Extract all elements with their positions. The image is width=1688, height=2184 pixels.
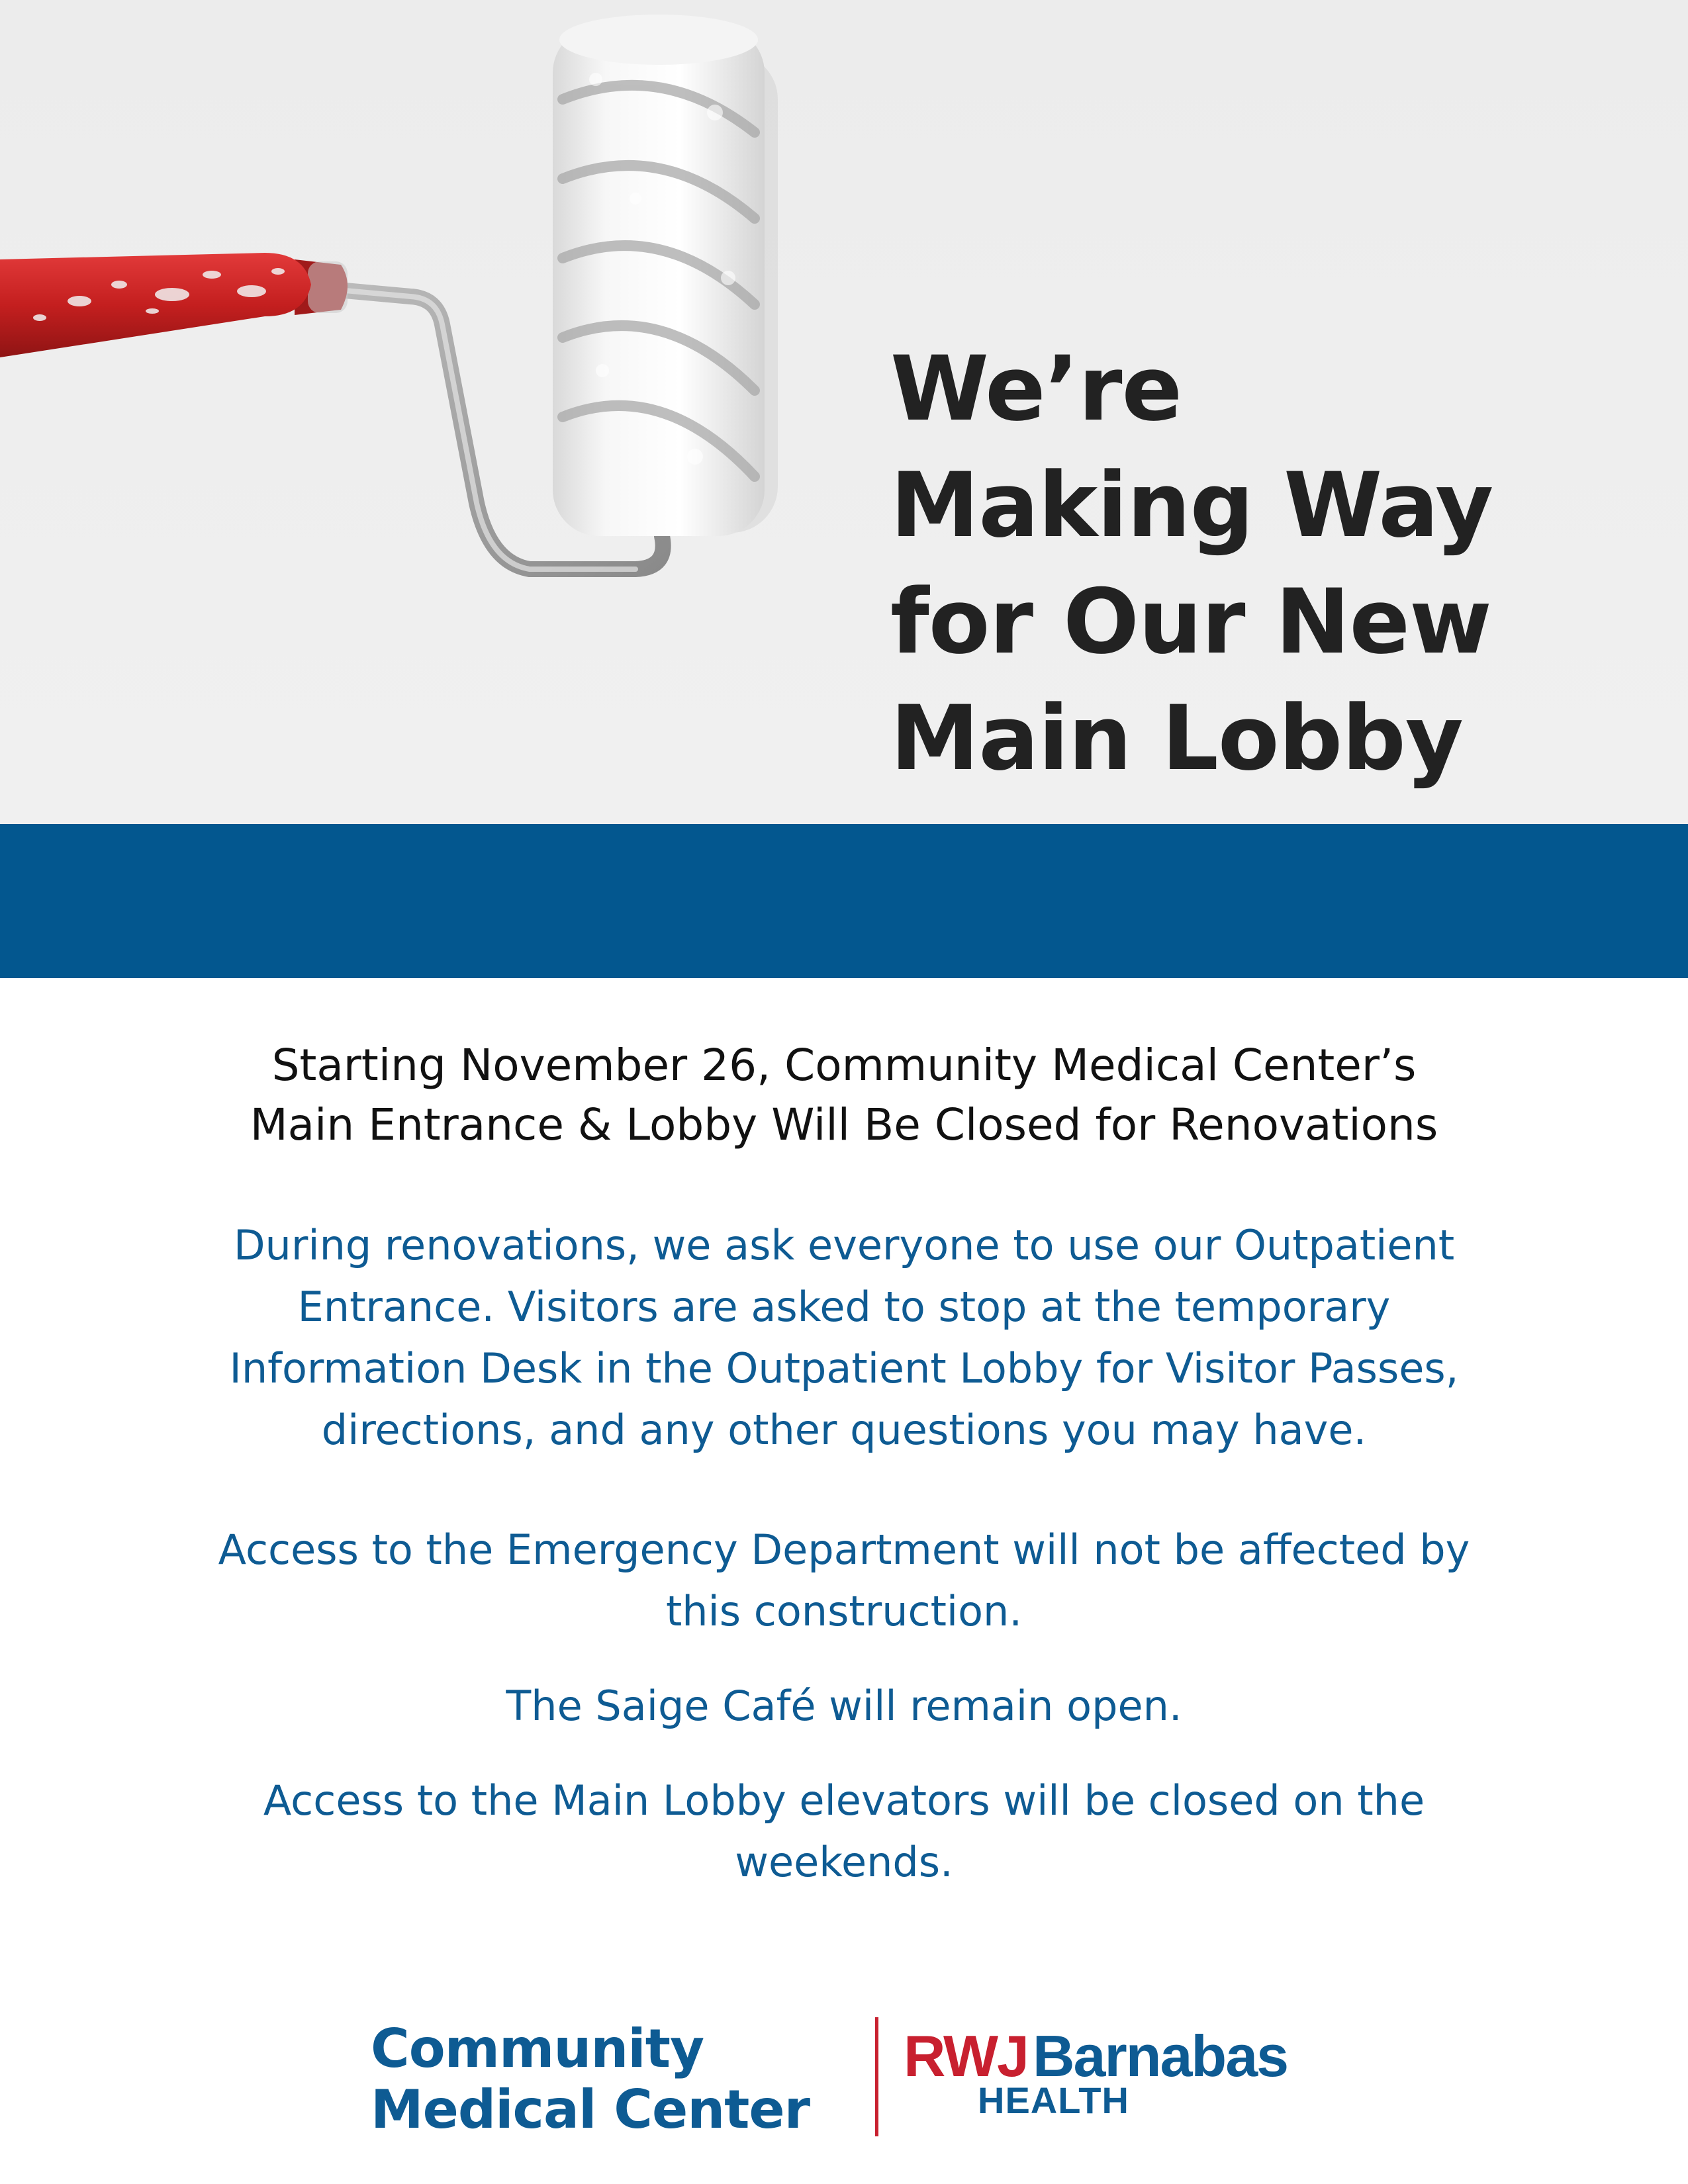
headline-line: for Our New: [890, 570, 1491, 674]
paragraph-cafe: [0, 1675, 1688, 1737]
blue-band: [0, 824, 1688, 978]
rwj-text: RWJ: [904, 2023, 1028, 2089]
paragraph-emergency-department: [0, 1519, 1688, 1642]
paint-roller-icon: [0, 0, 827, 824]
paragraph-line: directions, and any other questions you may have.: [321, 1406, 1367, 1454]
headline: [890, 331, 1652, 797]
logo-line: Medical Center: [371, 2079, 810, 2140]
footer-logos: [0, 2012, 1688, 2158]
logo-divider: [875, 2017, 878, 2136]
paragraph-outpatient-entrance: [0, 1214, 1688, 1461]
subheading-line: Main Entrance & Lobby Will Be Closed for Renovations: [250, 1099, 1438, 1150]
paragraph-elevators: [0, 1770, 1688, 1893]
paragraph-line: Entrance. Visitors are asked to stop at the temporary: [297, 1283, 1391, 1331]
subheading-line: Starting November 26, Community Medical Center’s: [271, 1040, 1417, 1091]
hero-image: [0, 0, 1688, 824]
paragraph-line: Access to the Main Lobby elevators will be closed on the: [263, 1776, 1425, 1825]
logo-line: Community: [371, 2018, 704, 2079]
headline-line: Main Lobby: [890, 686, 1463, 790]
barnabas-text: Barnabas: [1033, 2023, 1288, 2089]
headline-line: Making Way: [890, 453, 1493, 557]
paragraph-line: The Saige Café will remain open.: [506, 1682, 1182, 1730]
paragraph-line: this construction.: [665, 1587, 1023, 1635]
paragraph-line: Access to the Emergency Department will not be affected by: [218, 1525, 1470, 1574]
community-medical-center-logo: [371, 2019, 810, 2140]
paragraph-line: weekends.: [735, 1838, 953, 1886]
body-copy: [0, 1214, 1688, 1893]
subheading: [0, 1036, 1688, 1155]
health-text: HEALTH: [978, 2079, 1129, 2121]
headline-line: We’re: [890, 337, 1182, 441]
paragraph-line: During renovations, we ask everyone to use our Outpatient: [233, 1221, 1455, 1269]
rwjbarnabas-health-logo: [904, 2023, 1367, 2126]
paragraph-line: Information Desk in the Outpatient Lobby for Visitor Passes,: [229, 1344, 1459, 1392]
